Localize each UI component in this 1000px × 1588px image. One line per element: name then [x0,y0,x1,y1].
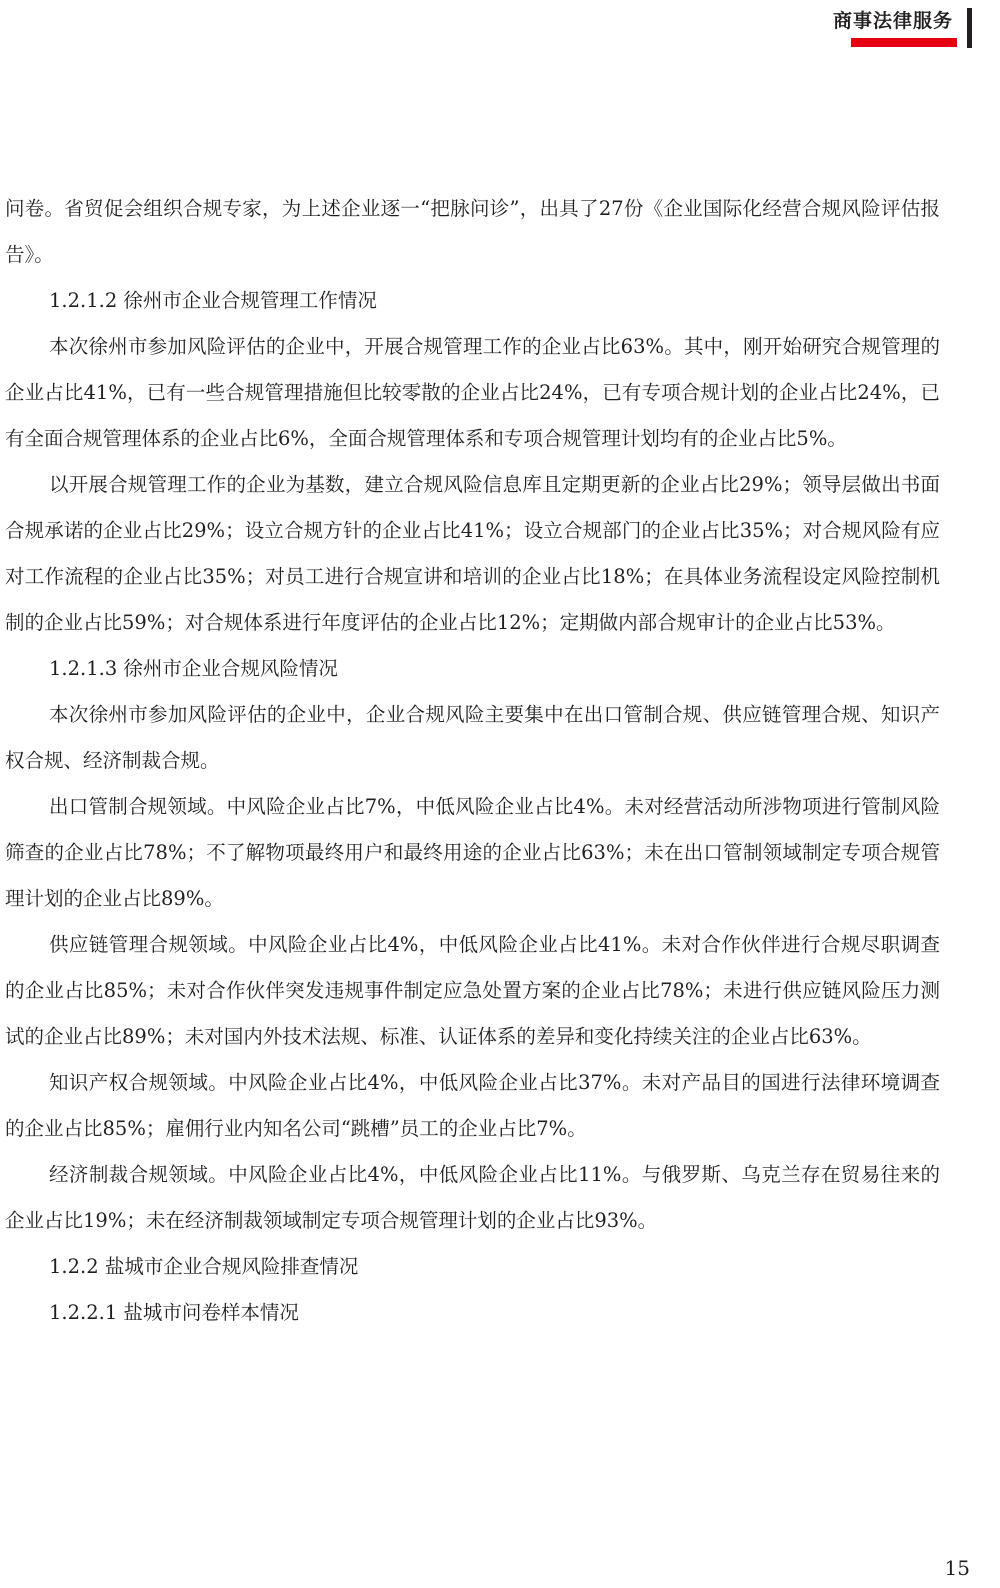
paragraph-supply-chain: 供应链管理合规领域。中风险企业占比4%，中低风险企业占比41%。未对合作伙伴进行合规尽职调查的企业占比85%；未对合作伙伴突发违规事件制定应急处置方案的企业占比78%；未进行供应链风险压力测试的企业占比89%；未对国内外技术法规、标准、认证体系的差异和变化持续关注的企业占比63%。 [5,933,940,1048]
page-header [833,8,972,48]
paragraph-risk-overview: 本次徐州市参加风险评估的企业中，企业合规风险主要集中在出口管制合规、供应链管理合规、知识产权合规、经济制裁合规。 [5,703,940,772]
paragraph-economic-sanctions: 经济制裁合规领域。中风险企业占比4%，中低风险企业占比11%。与俄罗斯、乌克兰存在贸易往来的企业占比19%；未在经济制裁领域制定专项合规管理计划的企业占比93%。 [5,1163,940,1232]
paragraph-export-control: 出口管制合规领域。中风险企业占比7%，中低风险企业占比4%。未对经营活动所涉物项进行管制风险筛查的企业占比78%；不了解物项最终用户和最终用途的企业占比63%；未在出口管制领域制定专项合规管理计划的企业占比89%。 [5,795,940,910]
paragraph-compliance-measures: 以开展合规管理工作的企业为基数，建立合规风险信息库且定期更新的企业占比29%；领导层做出书面合规承诺的企业占比29%；设立合规方针的企业占比41%；设立合规部门的企业占比35%；对合规风险有应对工作流程的企业占比35%；对员工进行合规宣讲和培训的企业占比18%；在具体业务流程设定风险控制机制的企业占比59%；对合规体系进行年度评估的企业占比12%；定期做内部合规审计的企业占比53%。 [5,473,940,634]
document-body [5,186,940,1336]
header-title: 商事法律服务 [832,10,953,32]
header-red-bar [851,38,957,47]
section-heading-1-2-1-2: 1.2.1.2 徐州市企业合规管理工作情况 [49,289,377,312]
paragraph-continuation: 问卷。省贸促会组织合规专家，为上述企业逐一“把脉问诊”，出具了27份《企业国际化经营合规风险评估报告》。 [5,197,940,266]
paragraph-intellectual-property: 知识产权合规领域。中风险企业占比4%，中低风险企业占比37%。未对产品目的国进行法律环境调查的企业占比85%；雇佣行业内知名公司“跳槽”员工的企业占比7%。 [5,1071,940,1140]
header-divider [967,8,972,48]
paragraph-xuzhou-compliance-management: 本次徐州市参加风险评估的企业中，开展合规管理工作的企业占比63%。其中，刚开始研究合规管理的企业占比41%，已有一些合规管理措施但比较零散的企业占比24%，已有专项合规计划的企业占比24%，已有全面合规管理体系的企业占比6%，全面合规管理体系和专项合规管理计划均有的企业占比5%。 [5,335,940,450]
section-heading-1-2-2: 1.2.2 盐城市企业合规风险排查情况 [49,1255,359,1278]
header-title-block [833,8,957,47]
section-heading-1-2-2-1: 1.2.2.1 盐城市问卷样本情况 [49,1301,299,1324]
section-heading-1-2-1-3: 1.2.1.3 徐州市企业合规风险情况 [49,657,338,680]
page-number: 15 [944,1556,970,1580]
